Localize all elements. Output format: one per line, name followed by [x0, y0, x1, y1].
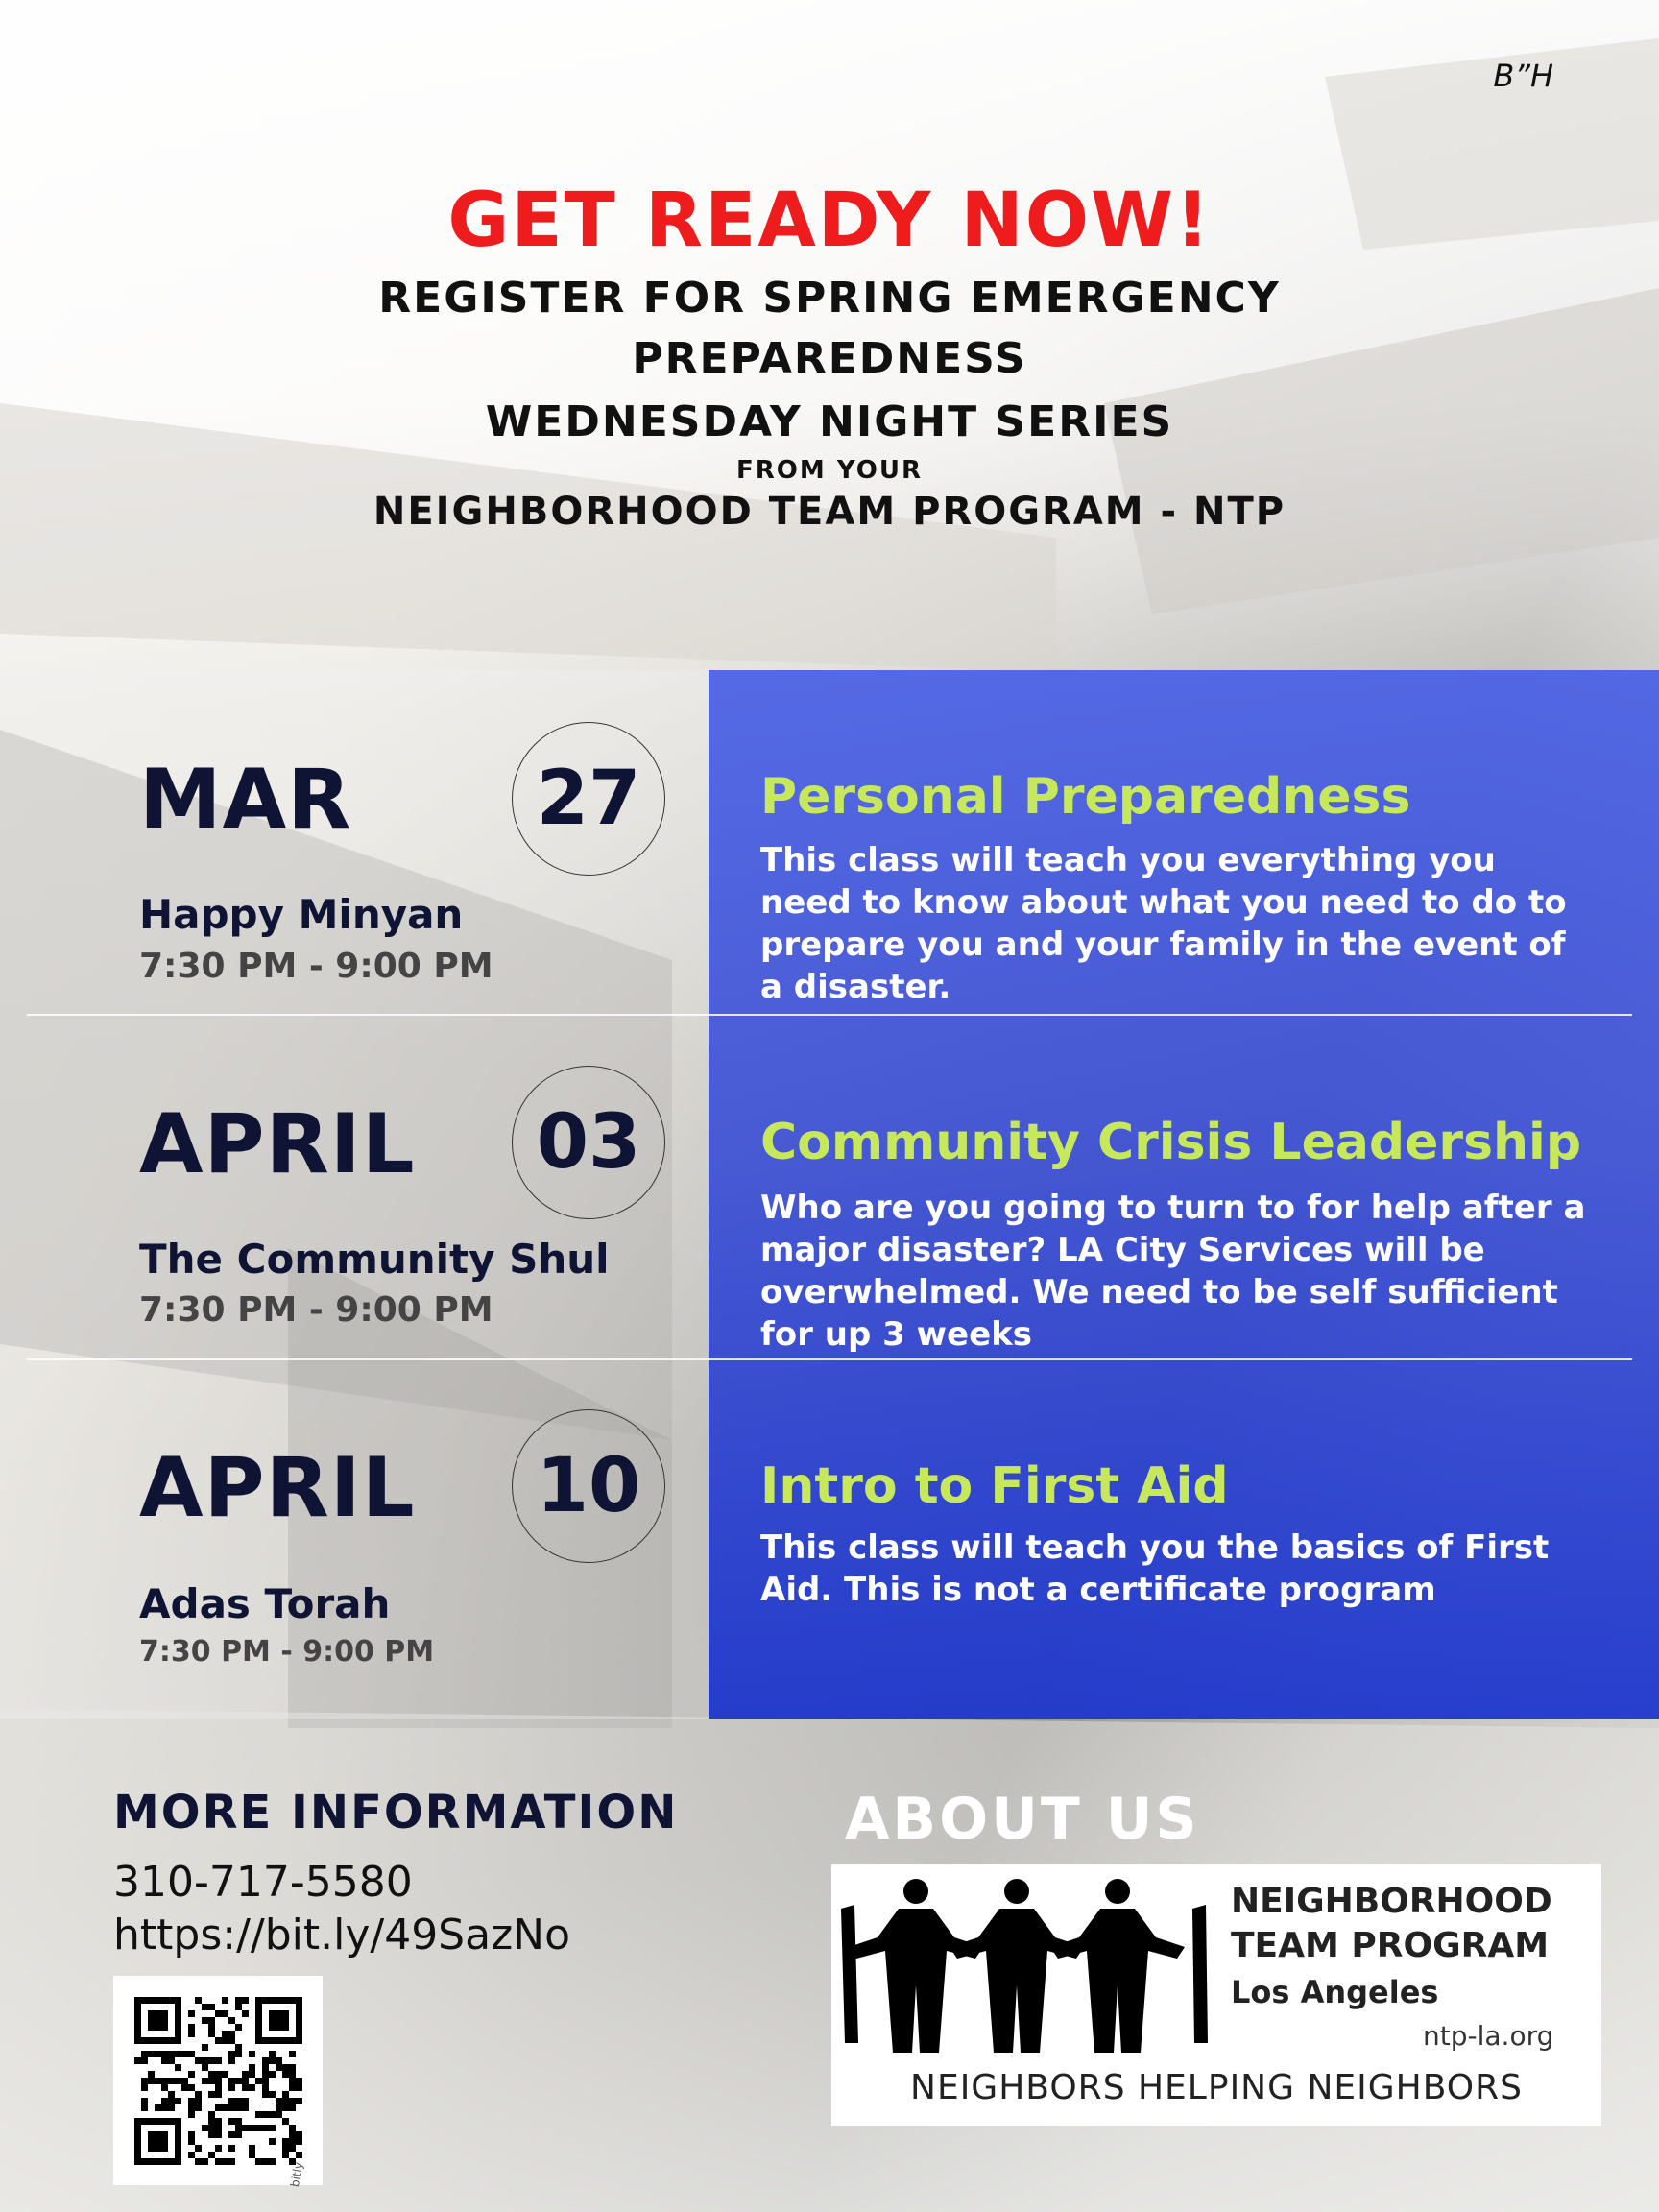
- event-day-circle: 03: [512, 1066, 665, 1219]
- registration-link[interactable]: https://bit.ly/49SazNo: [113, 1911, 571, 1960]
- logo-text-line-2: TEAM PROGRAM: [1231, 1926, 1550, 1965]
- event-month: APRIL: [139, 1440, 416, 1536]
- event-time: 7:30 PM - 9:00 PM: [139, 1635, 435, 1669]
- class-description: This class will teach you the basics of First Aid. This is not a certificate program: [760, 1528, 1550, 1609]
- event-venue: Happy Minyan: [139, 891, 464, 938]
- event-time: 7:30 PM - 9:00 PM: [139, 947, 493, 986]
- qr-brand: bitly: [287, 2160, 306, 2189]
- bh-mark: B”H: [1493, 58, 1553, 94]
- logo-tagline: NEIGHBORS HELPING NEIGHBORS: [910, 2068, 1523, 2107]
- about-heading: ABOUT US: [845, 1786, 1200, 1853]
- subtitle-line-5: NEIGHBORHOOD TEAM PROGRAM - NTP: [373, 490, 1286, 534]
- subtitle-line-1: REGISTER FOR SPRING EMERGENCY: [378, 274, 1281, 323]
- class-description: This class will teach you everything you need to know about what you need to do to prepare you and your family in the event of a disaster.: [760, 841, 1567, 1006]
- headline: GET READY NOW!: [447, 178, 1212, 264]
- subtitle-line-4: FROM YOUR: [736, 456, 923, 485]
- ntp-logo: [831, 1864, 1601, 2126]
- event-divider: [27, 1014, 1632, 1016]
- event-venue: Adas Torah: [139, 1580, 391, 1627]
- qr-code[interactable]: [113, 1976, 323, 2189]
- logo-text-line-3: Los Angeles: [1231, 1974, 1439, 2010]
- event-venue: The Community Shul: [139, 1236, 610, 1283]
- qr-code-graphic: [113, 1976, 323, 2185]
- event-month: MAR: [139, 752, 352, 848]
- phone-number[interactable]: 310-717-5580: [113, 1858, 413, 1907]
- subtitle-line-3: WEDNESDAY NIGHT SERIES: [485, 397, 1174, 446]
- event-day-circle: 27: [512, 722, 665, 876]
- subtitle-line-2: PREPAREDNESS: [632, 334, 1027, 383]
- logo-text-line-1: NEIGHBORHOOD: [1231, 1882, 1552, 1921]
- class-title: Intro to First Aid: [760, 1457, 1229, 1515]
- class-description: Who are you going to turn to for help after a major disaster? LA City Services will be overwhelmed. We need to be self sufficient for up 3 weeks: [760, 1189, 1586, 1354]
- people-holding-hands-icon: [839, 1870, 1223, 2062]
- more-info-heading: MORE INFORMATION: [113, 1786, 679, 1839]
- event-month: APRIL: [139, 1096, 416, 1192]
- event-divider: [27, 1358, 1632, 1360]
- logo-website: ntp-la.org: [1423, 2020, 1554, 2052]
- event-day-circle: 10: [512, 1409, 665, 1563]
- class-title: Personal Preparedness: [760, 768, 1411, 826]
- event-time: 7:30 PM - 9:00 PM: [139, 1290, 493, 1330]
- class-title: Community Crisis Leadership: [760, 1114, 1582, 1171]
